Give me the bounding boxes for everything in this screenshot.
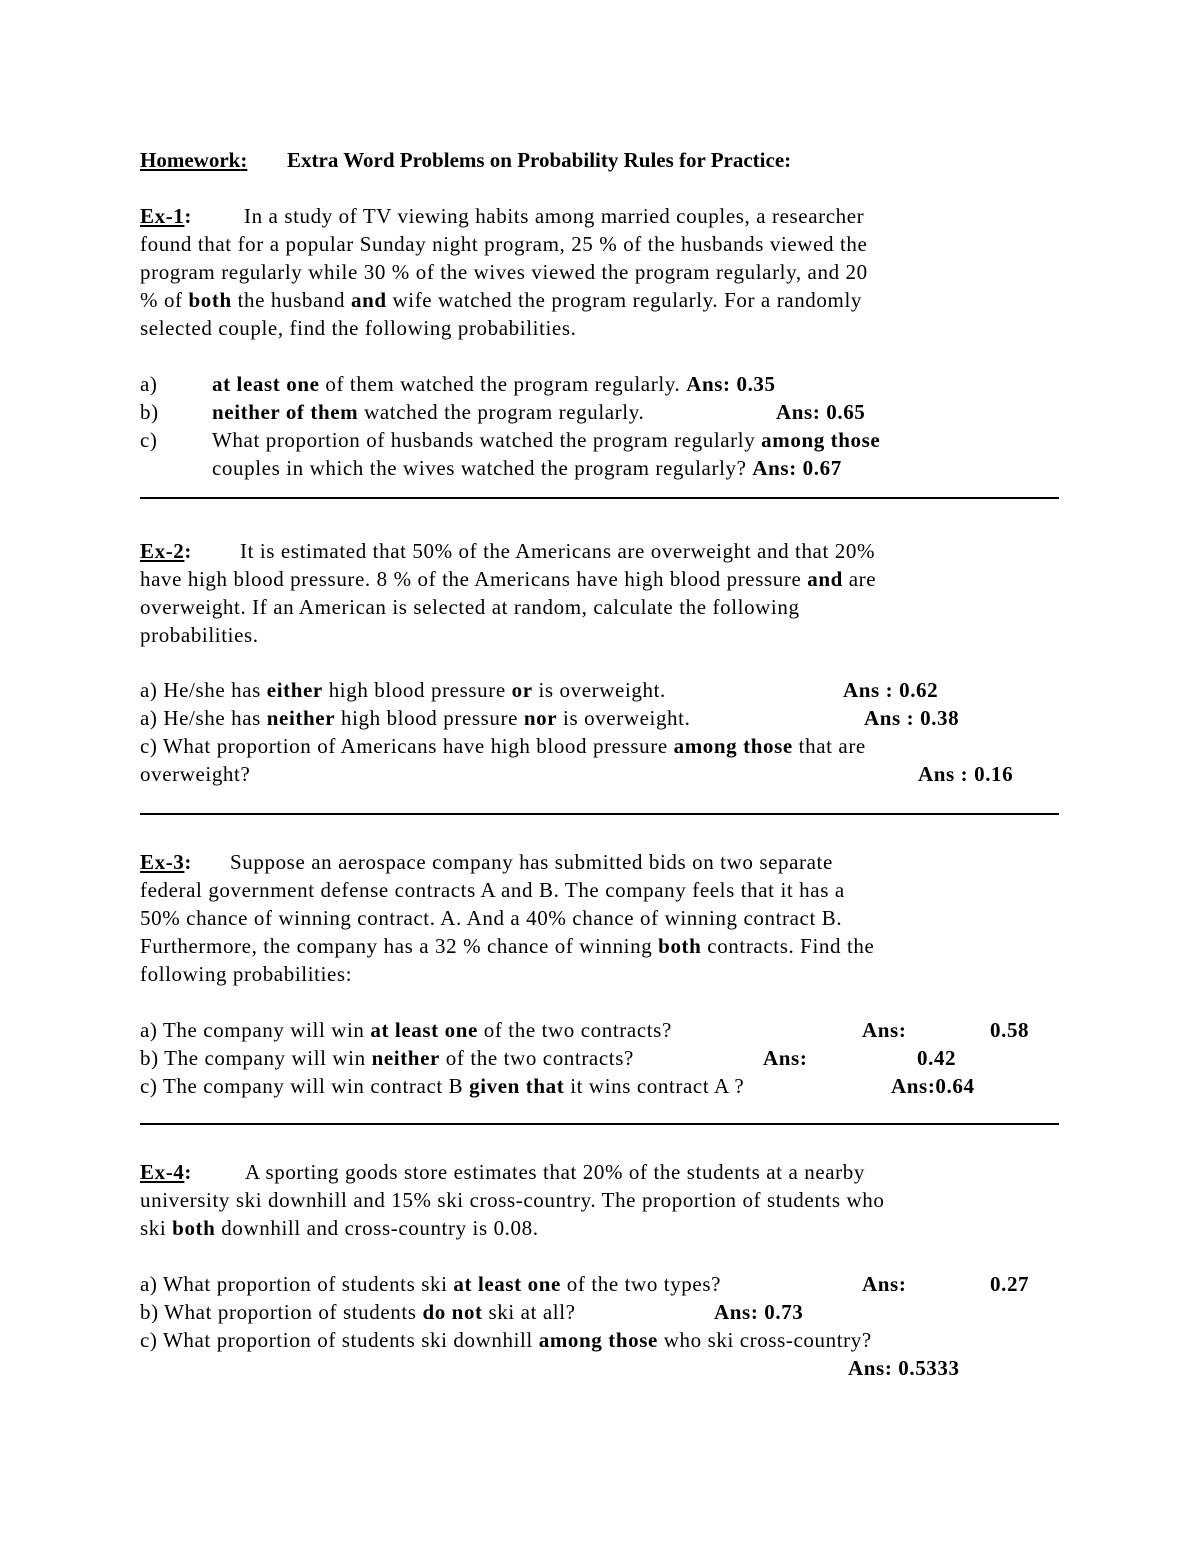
ex2-qa-bold2: or <box>511 678 533 702</box>
ex2-line-1 <box>140 537 876 565</box>
ex1-line-3: program regularly while 30 % of the wives viewed the program regularly, and 20 <box>140 260 868 284</box>
ex2-qb-answer: Ans : 0.38 <box>864 706 960 730</box>
ex3-qa-text1: a) The company will win <box>140 1018 371 1042</box>
ex3-text-1: Suppose an aerospace company has submitted bids on two separate <box>230 850 833 874</box>
ex3-bold-both: both <box>658 934 702 958</box>
ex2-line-4: probabilities. <box>140 623 259 647</box>
ex1-bold-both: both <box>188 288 232 312</box>
ex3-label: Ex-3 <box>140 850 185 874</box>
ex2-qb-text1: a) He/she has <box>140 706 267 730</box>
ex2-qb-text2: high blood pressure <box>335 706 524 730</box>
ex4-line-2: university ski downhill and 15% ski cross-country. The proportion of students who <box>140 1188 885 1212</box>
ex3-colon: : <box>184 850 192 874</box>
ex2-qb-bold1: neither <box>266 706 336 730</box>
ex4-qb-bold: do not <box>422 1300 483 1324</box>
ex2-qc-answer: Ans : 0.16 <box>918 762 1014 786</box>
ex4-qb-answer: Ans: 0.73 <box>714 1300 804 1324</box>
page-title <box>140 146 792 174</box>
ex3-line-5: following probabilities: <box>140 962 353 986</box>
ex3-question-c <box>140 1072 744 1100</box>
ex3-line-1 <box>140 848 833 876</box>
ex4-qa-text2: of the two types? <box>560 1272 722 1296</box>
ex4-qa-value: 0.27 <box>990 1272 1030 1296</box>
ex3-qb-bold: neither <box>371 1046 440 1070</box>
ex1-qa-letter: a) <box>140 372 158 396</box>
ex4-qa-text1: a) What proportion of students ski <box>140 1272 454 1296</box>
divider-1 <box>140 497 1059 499</box>
ex4-question-b <box>140 1298 576 1326</box>
ex1-line-4 <box>140 286 862 314</box>
ex3-qb-text1: b) The company will win <box>140 1046 372 1070</box>
ex3-qa-answer: Ans: <box>862 1018 907 1042</box>
ex1-qa-text: of them watched the program regularly. <box>319 372 687 396</box>
ex2-question-c <box>140 732 866 760</box>
ex3-line-2: federal government defense contracts A and B. The company feels that it has a <box>140 878 845 902</box>
divider-2 <box>140 813 1059 815</box>
ex3-qc-text2: it wins contract A ? <box>564 1074 745 1098</box>
ex1-question-b <box>140 398 644 426</box>
ex2-label: Ex-2 <box>140 539 185 563</box>
ex1-text-4c: the husband <box>231 288 351 312</box>
ex4-qc-bold: among those <box>538 1328 658 1352</box>
ex2-text-2c: are <box>842 567 877 591</box>
ex1-qc-bold: among those <box>761 428 881 452</box>
ex4-qc-text1: c) What proportion of students ski downhill <box>140 1328 539 1352</box>
ex4-qb-text2: ski at all? <box>482 1300 576 1324</box>
ex2-qa-text2: high blood pressure <box>322 678 512 702</box>
ex2-qa-answer: Ans : 0.62 <box>843 678 939 702</box>
ex3-qb-text2: of the two contracts? <box>439 1046 634 1070</box>
ex1-bold-and: and <box>350 288 387 312</box>
ex3-qb-value: 0.42 <box>917 1046 957 1070</box>
ex4-qc-text2: who ski cross-country? <box>657 1328 872 1352</box>
ex2-colon: : <box>184 539 192 563</box>
ex4-label: Ex-4 <box>140 1160 185 1184</box>
ex1-qb-answer: Ans: 0.65 <box>776 400 866 424</box>
ex1-text-1: In a study of TV viewing habits among married couples, a researcher <box>244 204 865 228</box>
ex2-qa-text3: is overweight. <box>532 678 666 702</box>
ex1-question-a <box>140 370 776 398</box>
ex1-question-c <box>140 426 880 454</box>
ex2-qc-text2: that are <box>792 734 866 758</box>
ex1-line-5: selected couple, find the following probabilities. <box>140 316 577 340</box>
ex4-qa-answer: Ans: <box>862 1272 907 1296</box>
ex1-qc-text: What proportion of husbands watched the program regularly <box>212 428 762 452</box>
ex2-qb-text3: is overweight. <box>557 706 691 730</box>
ex4-qc-answer: Ans: 0.5333 <box>848 1356 960 1380</box>
ex1-qa-bold: at least one <box>212 372 320 396</box>
ex2-qc-bold: among those <box>673 734 793 758</box>
ex4-bold-both: both <box>172 1216 216 1240</box>
ex1-question-c-cont <box>212 454 842 482</box>
ex3-qc-answer: Ans:0.64 <box>891 1074 975 1098</box>
ex2-text-1: It is estimated that 50% of the Americans are overweight and that 20% <box>240 539 876 563</box>
ex1-label: Ex-1 <box>140 204 185 228</box>
ex1-line-2: found that for a popular Sunday night program, 25 % of the husbands viewed the <box>140 232 868 256</box>
ex3-line-4 <box>140 932 874 960</box>
ex2-question-c-cont: overweight? <box>140 762 251 786</box>
divider-3 <box>140 1123 1059 1125</box>
ex3-qa-bold: at least one <box>370 1018 478 1042</box>
ex4-line-3 <box>140 1214 539 1242</box>
ex4-text-3a: ski <box>140 1216 173 1240</box>
ex1-qb-letter: b) <box>140 400 159 424</box>
ex2-question-b <box>140 704 690 732</box>
ex4-line-1 <box>140 1158 865 1186</box>
ex3-text-4a: Furthermore, the company has a 32 % chance of winning <box>140 934 659 958</box>
title-label: Homework <box>140 148 241 172</box>
ex2-text-2a: have high blood pressure. 8 % of the Americans have high blood pressure <box>140 567 808 591</box>
ex1-qc-answer: Ans: 0.67 <box>752 456 842 480</box>
ex1-qc-text2: couples in which the wives watched the program regularly? <box>212 456 753 480</box>
ex4-qa-bold: at least one <box>453 1272 561 1296</box>
ex2-qa-text1: a) He/she has <box>140 678 267 702</box>
title-text: Extra Word Problems on Probability Rules for Practice: <box>287 148 792 172</box>
ex3-qb-answer: Ans: <box>763 1046 808 1070</box>
ex1-line-1 <box>140 202 865 230</box>
ex3-qa-value: 0.58 <box>990 1018 1030 1042</box>
ex4-question-a <box>140 1270 721 1298</box>
ex4-text-1: A sporting goods store estimates that 20% of the students at a nearby <box>245 1160 865 1184</box>
ex1-qc-letter: c) <box>140 428 158 452</box>
ex1-qb-text: watched the program regularly. <box>358 400 645 424</box>
ex4-question-c <box>140 1326 872 1354</box>
ex2-line-3: overweight. If an American is selected at random, calculate the following <box>140 595 800 619</box>
ex1-qb-bold: neither of them <box>212 400 359 424</box>
ex1-text-4e: wife watched the program regularly. For a randomly <box>386 288 862 312</box>
ex4-text-3c: downhill and cross-country is 0.08. <box>215 1216 539 1240</box>
ex1-colon: : <box>184 204 192 228</box>
ex3-question-b <box>140 1044 634 1072</box>
ex2-qc-text1: c) What proportion of Americans have high blood pressure <box>140 734 674 758</box>
ex3-text-4c: contracts. Find the <box>701 934 875 958</box>
ex3-question-a <box>140 1016 672 1044</box>
ex2-qa-bold1: either <box>266 678 323 702</box>
ex3-qc-text1: c) The company will win contract B <box>140 1074 470 1098</box>
title-colon: : <box>240 148 248 172</box>
ex2-qb-bold2: nor <box>523 706 558 730</box>
ex2-bold-and: and <box>807 567 843 591</box>
ex3-qa-text2: of the two contracts? <box>477 1018 672 1042</box>
ex3-qc-bold: given that <box>469 1074 565 1098</box>
ex2-question-a <box>140 676 666 704</box>
ex1-qa-answer: Ans: 0.35 <box>686 372 776 396</box>
ex2-line-2 <box>140 565 876 593</box>
ex4-qb-text1: b) What proportion of students <box>140 1300 423 1324</box>
ex3-line-3: 50% chance of winning contract. A. And a 40% chance of winning contract B. <box>140 906 843 930</box>
ex1-text-4a: % of <box>140 288 189 312</box>
ex4-colon: : <box>184 1160 192 1184</box>
